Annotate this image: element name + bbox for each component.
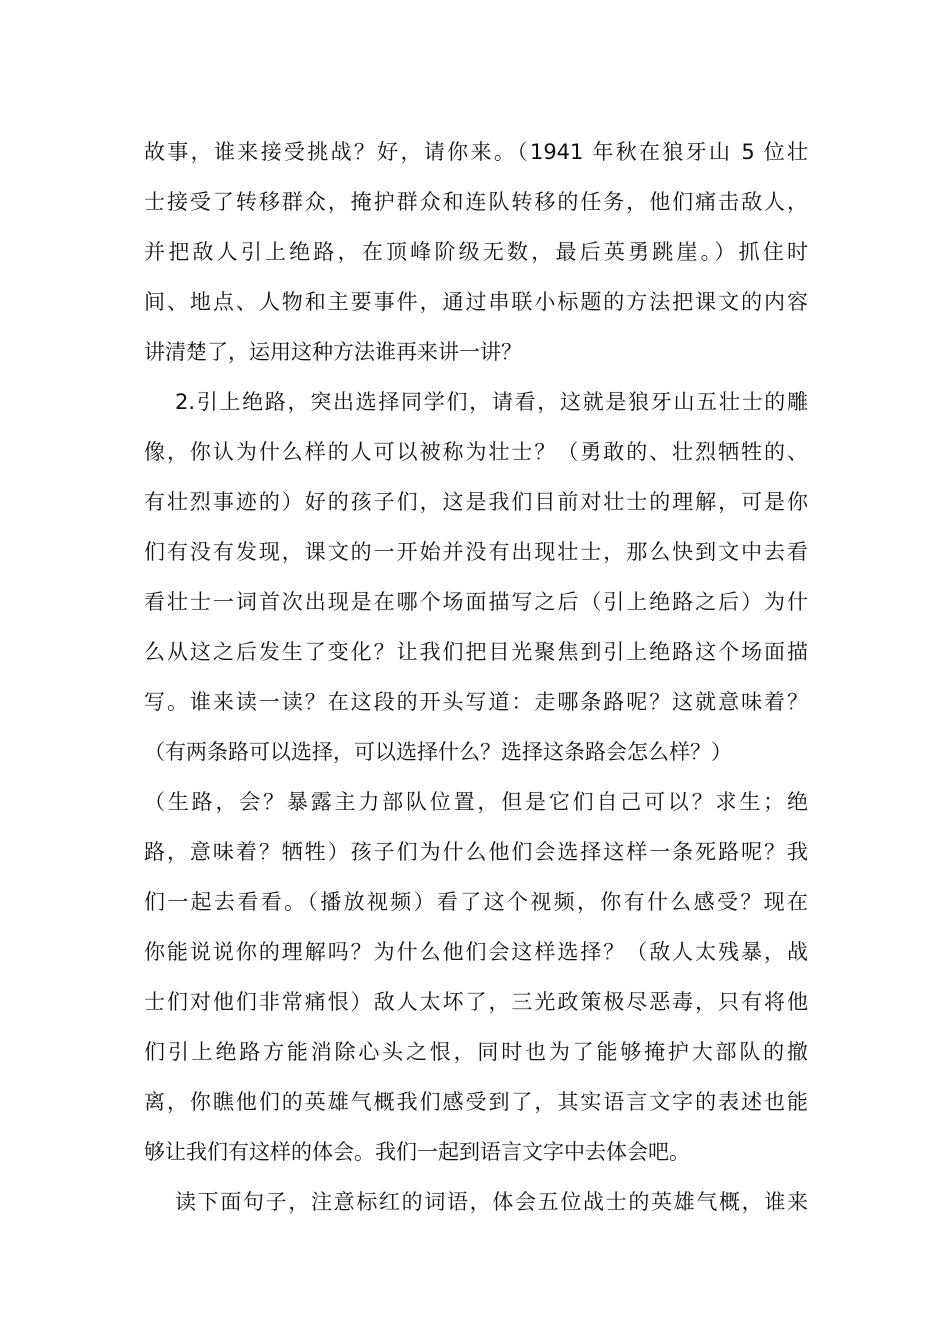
text-line: 离，你瞧他们的英雄气概我们感受到了，其实语言文字的表述也能 xyxy=(144,1090,808,1114)
text-line: 读下面句子，注意标红的词语，体会五位战士的英雄气概，谁来 xyxy=(175,1190,808,1214)
text-line: 写。谁来读一读？在这段的开头写道：走哪条路呢？这就意味着？ xyxy=(144,690,808,714)
text-line: 士接受了转移群众，掩护群众和连队转移的任务，他们痛击敌人， xyxy=(144,190,808,214)
text-line: 们有没有发现，课文的一开始并没有出现壮士，那么快到文中去看 xyxy=(144,540,808,564)
text-line: 讲清楚了，运用这种方法谁再来讲一讲？ xyxy=(144,340,522,364)
text-line: 间、地点、人物和主要事件，通过串联小标题的方法把课文的内容 xyxy=(144,290,808,314)
text-line: 们一起去看看。（播放视频）看了这个视频，你有什么感受？现在 xyxy=(144,890,808,914)
text-line: 士们对他们非常痛恨）敌人太坏了，三光政策极尽恶毒，只有将他 xyxy=(144,990,808,1014)
text-line: 像，你认为什么样的人可以被称为壮士？（勇敢的、壮烈牺牲的、 xyxy=(144,440,808,464)
paragraph-2 xyxy=(144,377,808,1177)
paragraph-3 xyxy=(144,1177,808,1227)
text-line: 2.引上绝路，突出选择同学们，请看，这就是狼牙山五壮士的雕 xyxy=(175,390,808,414)
text-line: 够让我们有这样的体会。我们一起到语言文字中去体会吧。 xyxy=(144,1140,690,1164)
text-line: 看壮士一词首次出现是在哪个场面描写之后（引上绝路之后）为什 xyxy=(144,590,808,614)
text-line: 么从这之后发生了变化？让我们把目光聚焦到引上绝路这个场面描 xyxy=(144,640,808,664)
text-line: 们引上绝路方能消除心头之恨，同时也为了能够掩护大部队的撤 xyxy=(144,1040,808,1064)
text-line: 并把敌人引上绝路，在顶峰阶级无数，最后英勇跳崖。）抓住时 xyxy=(144,240,808,264)
paragraph-1 xyxy=(144,127,808,377)
text-line: （有两条路可以选择，可以选择什么？选择这条路会怎么样？） xyxy=(144,740,732,764)
text-line: 故事，谁来接受挑战？好，请你来。（1941 年秋在狼牙山 5 位壮 xyxy=(144,140,808,164)
document-body xyxy=(144,127,808,1227)
text-line: 你能说说你的理解吗？为什么他们会这样选择？（敌人太残暴，战 xyxy=(144,940,808,964)
text-line: 路，意味着？牺牲）孩子们为什么他们会选择这样一条死路呢？我 xyxy=(144,840,808,864)
text-line: 有壮烈事迹的）好的孩子们，这是我们目前对壮士的理解，可是你 xyxy=(144,490,808,514)
text-line: （生路，会？暴露主力部队位置，但是它们自己可以？求生；绝 xyxy=(144,790,808,814)
